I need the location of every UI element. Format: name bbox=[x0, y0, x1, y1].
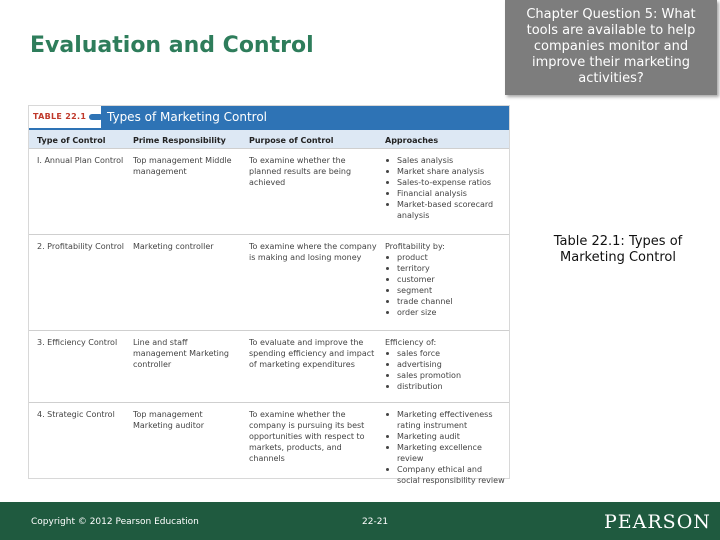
approach-item: Marketing effectiveness rating instrument bbox=[385, 409, 505, 431]
approach-item: distribution bbox=[385, 381, 505, 392]
approach-item: customer bbox=[385, 274, 505, 285]
approach-item: Marketing excellence review bbox=[385, 442, 505, 464]
col-head-approaches: Approaches bbox=[385, 136, 439, 145]
approach-item: order size bbox=[385, 307, 505, 318]
pearson-logo: PEARSON bbox=[604, 511, 711, 533]
approach-item: trade channel bbox=[385, 296, 505, 307]
approach-item: Market-based scorecard analysis bbox=[385, 199, 505, 221]
approach-item: sales force bbox=[385, 348, 505, 359]
table-caption: Table 22.1: Types of Marketing Control bbox=[553, 234, 683, 265]
row-approaches bbox=[385, 409, 505, 486]
row-approaches bbox=[385, 155, 505, 221]
approach-item: product bbox=[385, 252, 505, 263]
approach-item: territory bbox=[385, 263, 505, 274]
approach-item: Marketing audit bbox=[385, 431, 505, 442]
row-type: 2. Profitability Control bbox=[37, 242, 125, 251]
copyright-text: Copyright © 2012 Pearson Education bbox=[31, 517, 199, 527]
row-type: 3. Efficiency Control bbox=[37, 338, 118, 347]
row-responsibility: Marketing controller bbox=[133, 242, 214, 251]
approach-item: Company ethical and social responsibility review bbox=[385, 464, 505, 486]
approach-item: Financial analysis bbox=[385, 188, 505, 199]
approach-item: Sales-to-expense ratios bbox=[385, 177, 505, 188]
row-approaches bbox=[385, 241, 505, 318]
col-head-responsibility: Prime Responsibility bbox=[133, 136, 226, 145]
approach-item: sales promotion bbox=[385, 370, 505, 381]
row-type: I. Annual Plan Control bbox=[37, 156, 124, 165]
row-purpose: To examine whether the planned results are being achieved bbox=[249, 156, 352, 187]
approach-item: Sales analysis bbox=[385, 155, 505, 166]
row-purpose: To examine where the company is making and losing money bbox=[249, 242, 377, 262]
table-row bbox=[29, 330, 509, 403]
footer-bar bbox=[0, 502, 720, 540]
col-head-purpose: Purpose of Control bbox=[249, 136, 334, 145]
table-row bbox=[29, 148, 509, 235]
approach-item: Market share analysis bbox=[385, 166, 505, 177]
row-responsibility: Line and staff management Marketing controller bbox=[133, 338, 230, 369]
row-responsibility: Top management Middle management bbox=[133, 156, 232, 176]
page-number: 22-21 bbox=[362, 517, 389, 527]
chapter-question-box: Chapter Question 5: What tools are available to help companies monitor and improve their marketing activities? bbox=[505, 0, 717, 95]
slide-title: Evaluation and Control bbox=[30, 33, 314, 58]
row-responsibility: Top management Marketing auditor bbox=[133, 410, 205, 430]
row-purpose: To examine whether the company is pursuing its best opportunities with respect to markets, products, and channels bbox=[249, 410, 365, 463]
table-tag-label: TABLE 22.1 bbox=[33, 112, 87, 121]
approach-item: advertising bbox=[385, 359, 505, 370]
table-column-headers bbox=[29, 130, 509, 148]
table-tag bbox=[33, 112, 103, 121]
row-approaches bbox=[385, 337, 505, 392]
table-header bbox=[29, 106, 509, 130]
marketing-control-table bbox=[28, 105, 510, 485]
col-head-type: Type of Control bbox=[37, 136, 106, 145]
row-type: 4. Strategic Control bbox=[37, 410, 115, 419]
approach-item: segment bbox=[385, 285, 505, 296]
approaches-intro: Efficiency of: bbox=[385, 338, 437, 347]
table-row bbox=[29, 234, 509, 331]
table-name: Types of Marketing Control bbox=[101, 106, 509, 128]
row-purpose: To evaluate and improve the spending efficiency and impact of marketing expenditures bbox=[249, 338, 375, 369]
approaches-intro: Profitability by: bbox=[385, 242, 445, 251]
table-row bbox=[29, 402, 509, 485]
